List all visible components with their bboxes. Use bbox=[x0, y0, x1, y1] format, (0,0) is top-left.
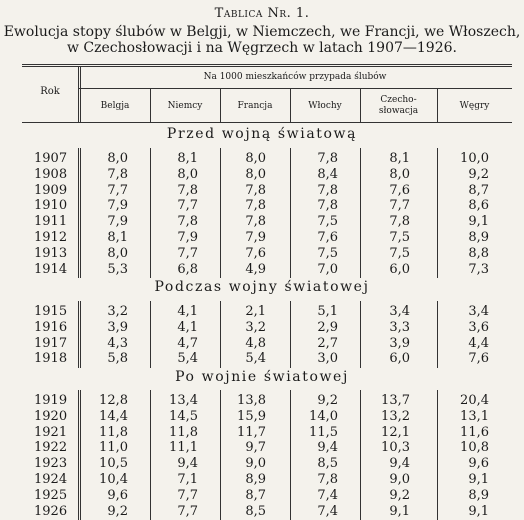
table-row bbox=[0, 504, 524, 520]
value-cell: 7,6 bbox=[468, 351, 489, 366]
table-top-rule bbox=[22, 64, 512, 65]
value-cell: 3,9 bbox=[389, 336, 410, 351]
value-cell: 7,8 bbox=[107, 167, 128, 182]
value-cell: 2,7 bbox=[317, 336, 338, 351]
table-row bbox=[0, 198, 524, 214]
value-cell: 4,4 bbox=[468, 336, 489, 351]
value-cell: 11,0 bbox=[99, 440, 128, 455]
value-cell: 9,4 bbox=[389, 456, 410, 471]
year-cell: 1914 bbox=[34, 262, 68, 277]
value-cell: 3,2 bbox=[245, 320, 266, 335]
value-cell: 7,9 bbox=[245, 230, 266, 245]
value-cell: 9,4 bbox=[177, 456, 198, 471]
value-cell: 4,8 bbox=[245, 336, 266, 351]
year-cell: 1925 bbox=[34, 488, 68, 503]
value-cell: 5,4 bbox=[177, 351, 198, 366]
value-cell: 13,2 bbox=[381, 409, 410, 424]
value-cell: 3,6 bbox=[468, 320, 489, 335]
value-cell: 10,5 bbox=[99, 456, 128, 471]
year-cell: 1920 bbox=[34, 409, 68, 424]
value-cell: 13,4 bbox=[169, 393, 198, 408]
header-column-divider bbox=[360, 88, 361, 122]
table-row bbox=[0, 393, 524, 409]
value-cell: 9,0 bbox=[389, 472, 410, 487]
year-cell: 1921 bbox=[34, 425, 68, 440]
value-cell: 7,8 bbox=[245, 198, 266, 213]
table-title-line-2: w Czechosłowacji i na Węgrzech w latach 1907—1926. bbox=[67, 40, 457, 56]
value-cell: 9,2 bbox=[107, 504, 128, 519]
value-cell: 20,4 bbox=[460, 393, 489, 408]
year-cell: 1922 bbox=[34, 440, 68, 455]
value-cell: 15,9 bbox=[237, 409, 266, 424]
section-title: Przed wojną światową bbox=[166, 126, 358, 142]
section-title: Podczas wojny światowej bbox=[154, 279, 370, 295]
value-cell: 8,8 bbox=[468, 246, 489, 261]
column-header: Francja bbox=[237, 101, 273, 111]
table-row bbox=[0, 320, 524, 336]
value-cell: 3,0 bbox=[317, 351, 338, 366]
year-cell: 1912 bbox=[34, 230, 68, 245]
header-rok-divider bbox=[78, 66, 79, 122]
value-cell: 7,7 bbox=[389, 198, 410, 213]
table-row bbox=[0, 336, 524, 352]
value-cell: 8,1 bbox=[177, 151, 198, 166]
value-cell: 8,0 bbox=[107, 246, 128, 261]
value-cell: 7,8 bbox=[245, 183, 266, 198]
table-number: Tablica Nr. 1. bbox=[214, 6, 310, 21]
year-cell: 1916 bbox=[34, 320, 68, 335]
header-column-divider bbox=[437, 88, 438, 122]
value-cell: 14,0 bbox=[309, 409, 338, 424]
value-cell: 9,7 bbox=[245, 440, 266, 455]
value-cell: 8,4 bbox=[317, 167, 338, 182]
value-cell: 13,8 bbox=[237, 393, 266, 408]
table-row bbox=[0, 440, 524, 456]
header-column-divider bbox=[150, 88, 151, 122]
header-group-label: Na 1000 mieszkańców przypada ślubów bbox=[203, 72, 387, 82]
value-cell: 8,1 bbox=[107, 230, 128, 245]
year-cell: 1923 bbox=[34, 456, 68, 471]
value-cell: 5,3 bbox=[107, 262, 128, 277]
value-cell: 4,1 bbox=[177, 320, 198, 335]
value-cell: 6,0 bbox=[389, 351, 410, 366]
value-cell: 10,8 bbox=[460, 440, 489, 455]
header-rok-divider-double bbox=[80, 66, 81, 122]
header-column-divider bbox=[220, 88, 221, 122]
value-cell: 3,4 bbox=[468, 304, 489, 319]
value-cell: 6,8 bbox=[177, 262, 198, 277]
value-cell: 4,9 bbox=[245, 262, 266, 277]
year-cell: 1926 bbox=[34, 504, 68, 519]
value-cell: 11,7 bbox=[237, 425, 266, 440]
value-cell: 2,1 bbox=[245, 304, 266, 319]
value-cell: 4,7 bbox=[177, 336, 198, 351]
value-cell: 8,6 bbox=[468, 198, 489, 213]
table-row bbox=[0, 351, 524, 367]
value-cell: 7,8 bbox=[177, 183, 198, 198]
value-cell: 12,8 bbox=[99, 393, 128, 408]
header-year: Rok bbox=[40, 86, 60, 97]
table-row bbox=[0, 230, 524, 246]
value-cell: 14,4 bbox=[99, 409, 128, 424]
value-cell: 9,4 bbox=[317, 440, 338, 455]
value-cell: 7,9 bbox=[107, 198, 128, 213]
year-cell: 1924 bbox=[34, 472, 68, 487]
table-row bbox=[0, 304, 524, 320]
value-cell: 3,3 bbox=[389, 320, 410, 335]
column-header: Niemcy bbox=[167, 101, 203, 111]
value-cell: 7,5 bbox=[317, 246, 338, 261]
value-cell: 7,3 bbox=[468, 262, 489, 277]
value-cell: 7,8 bbox=[317, 472, 338, 487]
year-cell: 1913 bbox=[34, 246, 68, 261]
value-cell: 7,8 bbox=[177, 214, 198, 229]
value-cell: 8,7 bbox=[245, 488, 266, 503]
value-cell: 8,1 bbox=[389, 151, 410, 166]
value-cell: 8,0 bbox=[177, 167, 198, 182]
value-cell: 7,7 bbox=[107, 183, 128, 198]
value-cell: 8,9 bbox=[468, 230, 489, 245]
value-cell: 9,1 bbox=[468, 504, 489, 519]
year-cell: 1919 bbox=[34, 393, 68, 408]
value-cell: 9,1 bbox=[389, 504, 410, 519]
value-cell: 3,9 bbox=[107, 320, 128, 335]
value-cell: 9,2 bbox=[317, 393, 338, 408]
value-cell: 8,5 bbox=[245, 504, 266, 519]
value-cell: 11,8 bbox=[169, 425, 198, 440]
value-cell: 12,1 bbox=[381, 425, 410, 440]
value-cell: 7,5 bbox=[389, 246, 410, 261]
value-cell: 7,8 bbox=[317, 198, 338, 213]
value-cell: 7,6 bbox=[389, 183, 410, 198]
value-cell: 10,0 bbox=[460, 151, 489, 166]
value-cell: 7,8 bbox=[317, 151, 338, 166]
value-cell: 7,9 bbox=[177, 230, 198, 245]
value-cell: 7,6 bbox=[245, 246, 266, 261]
value-cell: 3,2 bbox=[107, 304, 128, 319]
value-cell: 7,9 bbox=[107, 214, 128, 229]
table-row bbox=[0, 167, 524, 183]
value-cell: 5,8 bbox=[107, 351, 128, 366]
value-cell: 4,1 bbox=[177, 304, 198, 319]
value-cell: 8,0 bbox=[107, 151, 128, 166]
table-row bbox=[0, 425, 524, 441]
year-cell: 1918 bbox=[34, 351, 68, 366]
column-header: Czecho- słowacja bbox=[378, 95, 419, 116]
table-row bbox=[0, 456, 524, 472]
value-cell: 7,4 bbox=[317, 504, 338, 519]
table-row bbox=[0, 472, 524, 488]
value-cell: 10,4 bbox=[99, 472, 128, 487]
header-bottom-rule bbox=[22, 122, 512, 123]
value-cell: 11,8 bbox=[99, 425, 128, 440]
table-top-rule-double bbox=[22, 66, 512, 67]
header-group-rule bbox=[78, 88, 512, 89]
value-cell: 2,9 bbox=[317, 320, 338, 335]
column-header: Węgry bbox=[459, 101, 490, 111]
year-cell: 1909 bbox=[34, 183, 68, 198]
value-cell: 8,9 bbox=[468, 488, 489, 503]
year-cell: 1911 bbox=[34, 214, 68, 229]
value-cell: 7,7 bbox=[177, 198, 198, 213]
table-row bbox=[0, 151, 524, 167]
value-cell: 5,4 bbox=[245, 351, 266, 366]
year-cell: 1917 bbox=[34, 336, 68, 351]
value-cell: 7,5 bbox=[389, 230, 410, 245]
table-row bbox=[0, 214, 524, 230]
year-cell: 1908 bbox=[34, 167, 68, 182]
year-cell: 1907 bbox=[34, 151, 68, 166]
value-cell: 7,8 bbox=[389, 214, 410, 229]
table-row bbox=[0, 262, 524, 278]
value-cell: 9,6 bbox=[107, 488, 128, 503]
value-cell: 8,0 bbox=[245, 151, 266, 166]
value-cell: 7,8 bbox=[317, 183, 338, 198]
value-cell: 13,7 bbox=[381, 393, 410, 408]
value-cell: 10,3 bbox=[381, 440, 410, 455]
value-cell: 7,7 bbox=[177, 504, 198, 519]
value-cell: 9,6 bbox=[468, 456, 489, 471]
header-column-divider bbox=[290, 88, 291, 122]
value-cell: 5,1 bbox=[317, 304, 338, 319]
value-cell: 8,7 bbox=[468, 183, 489, 198]
value-cell: 6,0 bbox=[389, 262, 410, 277]
year-cell: 1910 bbox=[34, 198, 68, 213]
value-cell: 4,3 bbox=[107, 336, 128, 351]
value-cell: 11,6 bbox=[460, 425, 489, 440]
value-cell: 3,4 bbox=[389, 304, 410, 319]
value-cell: 7,8 bbox=[245, 214, 266, 229]
value-cell: 8,9 bbox=[245, 472, 266, 487]
table-title-line-1: Ewolucja stopy ślubów w Belgji, w Niemczech, we Francji, we Włoszech, bbox=[3, 24, 521, 40]
value-cell: 7,6 bbox=[317, 230, 338, 245]
table-row bbox=[0, 246, 524, 262]
value-cell: 9,2 bbox=[468, 167, 489, 182]
table-row bbox=[0, 409, 524, 425]
value-cell: 7,7 bbox=[177, 246, 198, 261]
column-header: Belgja bbox=[100, 101, 130, 111]
value-cell: 7,1 bbox=[177, 472, 198, 487]
year-cell: 1915 bbox=[34, 304, 68, 319]
value-cell: 9,1 bbox=[468, 214, 489, 229]
value-cell: 7,7 bbox=[177, 488, 198, 503]
value-cell: 7,5 bbox=[317, 214, 338, 229]
table-row bbox=[0, 183, 524, 199]
value-cell: 8,5 bbox=[317, 456, 338, 471]
value-cell: 8,0 bbox=[389, 167, 410, 182]
value-cell: 8,0 bbox=[245, 167, 266, 182]
value-cell: 7,0 bbox=[317, 262, 338, 277]
value-cell: 11,1 bbox=[169, 440, 198, 455]
section-title: Po wojnie światowej bbox=[175, 369, 349, 385]
value-cell: 7,4 bbox=[317, 488, 338, 503]
value-cell: 13,1 bbox=[460, 409, 489, 424]
table-row bbox=[0, 488, 524, 504]
value-cell: 9,1 bbox=[468, 472, 489, 487]
value-cell: 14,5 bbox=[169, 409, 198, 424]
value-cell: 9,2 bbox=[389, 488, 410, 503]
value-cell: 9,0 bbox=[245, 456, 266, 471]
column-header: Włochy bbox=[308, 101, 342, 111]
value-cell: 11,5 bbox=[309, 425, 338, 440]
